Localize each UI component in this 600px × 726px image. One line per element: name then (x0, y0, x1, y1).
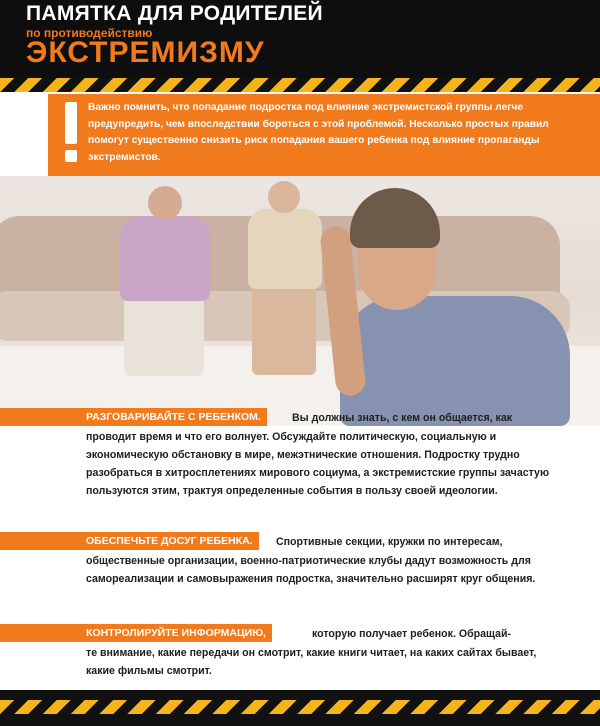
section-control (0, 624, 600, 684)
header-banner (0, 0, 600, 78)
family-photo (0, 176, 600, 426)
section-heading: ОБЕСПЕЧЬТЕ ДОСУГ РЕБЕНКА. (0, 532, 259, 550)
section-body: проводит время и что его волнует. Обсуждайте политическую, социальную и экономическую обстановку в мире, межэтнические отношения. Подростку трудно разобраться в хитросплетениях мирового социума, а экстремистские группы зачастую пользуются этим, трактуя определенные события в пользу своей идеологии. (86, 431, 549, 497)
section-leisure (0, 532, 600, 612)
page-topic: ЭКСТРЕМИЗМУ (26, 36, 265, 69)
exclamation-icon (62, 98, 80, 170)
section-lead: Спортивные секции, кружки по интересам, (276, 536, 503, 548)
page-subtitle: по противодействию (26, 26, 153, 40)
section-body: те внимание, какие передачи он смотрит, какие книги читает, на каких сайтах бывает, какие фильмы смотрит. (86, 647, 537, 677)
hazard-stripe-top (0, 78, 600, 92)
hazard-stripe-bottom (0, 700, 600, 714)
notice-text: Важно помнить, что попадание подростка под влияние экстремистской группы легче предупредить, чем впоследствии бороться с этой проблемой. Несколько простых правил помогут существенно снизить риск попадания вашего ребенка под влияние пропаганды экстремистов. (88, 102, 549, 163)
notice-box (48, 94, 600, 176)
page-title: ПАМЯТКА ДЛЯ РОДИТЕЛЕЙ (26, 2, 323, 25)
section-heading: КОНТРОЛИРУЙТЕ ИНФОРМАЦИЮ, (0, 624, 272, 642)
section-talk (0, 408, 600, 518)
section-lead: Вы должны знать, с кем он общается, как (292, 412, 513, 424)
section-heading: РАЗГОВАРИВАЙТЕ С РЕБЕНКОМ. (0, 408, 267, 426)
section-body: общественные организации, военно-патриотические клубы дадут возможность для самореализации и самовыражения подростка, значительно расширят круг общения. (86, 555, 536, 585)
section-lead: которую получает ребенок. Обращай- (312, 628, 511, 640)
